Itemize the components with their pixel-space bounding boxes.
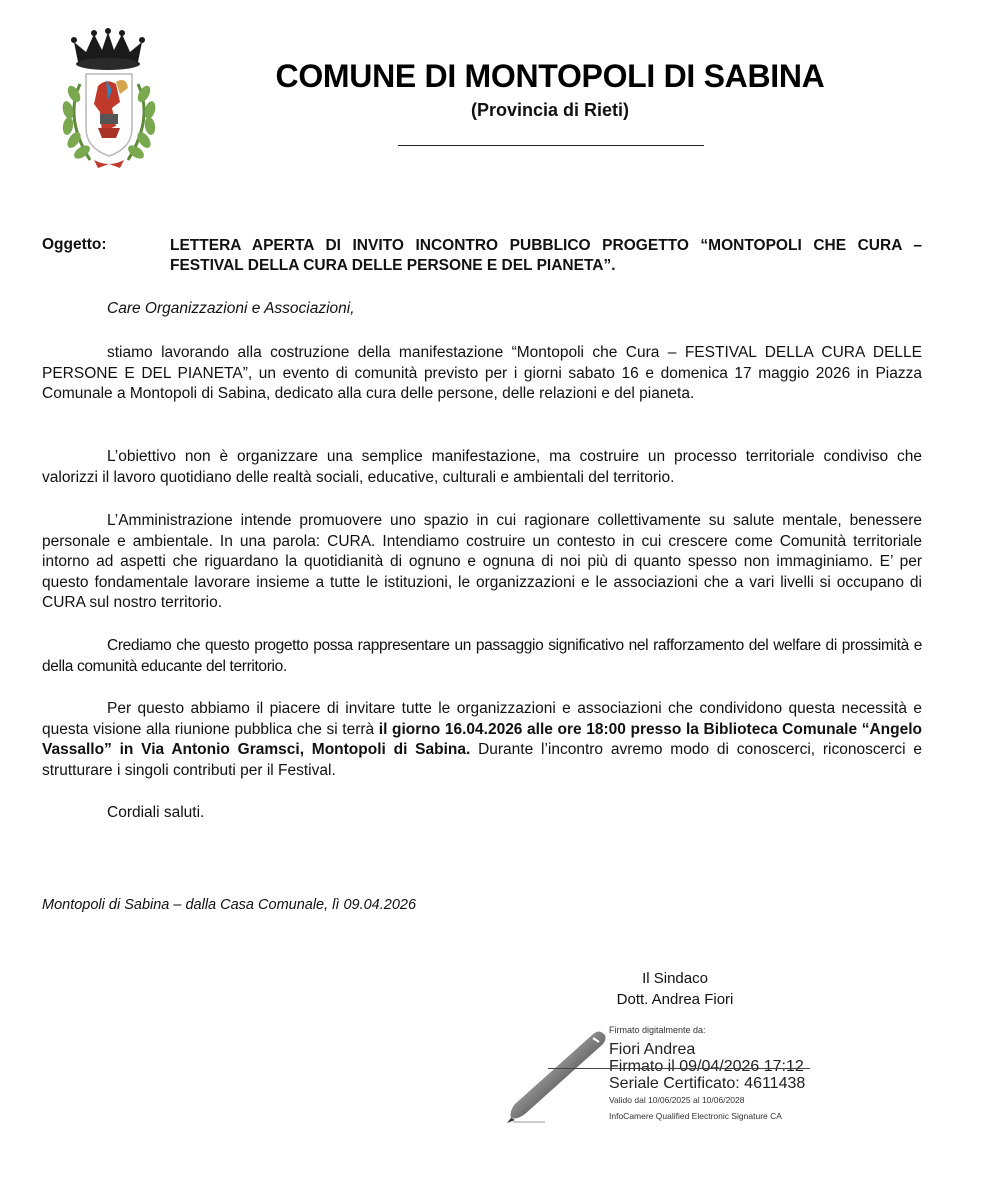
signature-line — [548, 1068, 810, 1069]
place-date: Montopoli di Sabina – dalla Casa Comunale, lì 09.04.2026 — [42, 897, 417, 913]
signature-date: Firmato il 09/04/2026 17:12 — [609, 1058, 804, 1075]
header-divider — [398, 145, 704, 146]
paragraph-5 — [42, 699, 922, 781]
subject-text: LETTERA APERTA DI INVITO INCONTRO PUBBLICO PROGETTO “MONTOPOLI CHE CURA – FESTIVAL DELLA CURA DELLE PERSONE E DEL PIANETA”. — [170, 237, 922, 274]
certificate-authority: InfoCamere Qualified Electronic Signature CA — [609, 1111, 782, 1121]
paragraph-5-end: Durante l’incontro avremo modo di conoscerci, riconoscerci e strutturare i singoli contributi per il Festival. — [42, 741, 922, 779]
subject-label: Oggetto: — [42, 236, 107, 253]
paragraph-4: Crediamo che questo progetto possa rappresentare un passaggio significativo nel rafforzamento del welfare di prossimità e della comunità educante del territorio. — [42, 637, 922, 675]
signature-name: Fiori Andrea — [609, 1041, 696, 1058]
signature-label: Firmato digitalmente da: — [609, 1025, 706, 1035]
page-title: COMUNE DI MONTOPOLI DI SABINA — [275, 58, 825, 94]
page-subtitle: (Provincia di Rieti) — [470, 100, 630, 120]
pen-icon — [505, 1028, 610, 1124]
certificate-serial: Seriale Certificato: 4611438 — [609, 1075, 806, 1092]
closing: Cordiali saluti. — [107, 804, 205, 821]
coat-of-arms-icon — [50, 28, 166, 174]
paragraph-5-start: Per questo abbiamo il piacere di invitare tutte le organizzazioni e associazioni che condividono questa necessità e questa visione alla riunione pubblica che si terrà — [42, 700, 922, 738]
signer-name: Dott. Andrea Fiori — [616, 991, 734, 1008]
signer-role: Il Sindaco — [642, 970, 708, 987]
paragraph-2: L’obiettivo non è organizzare una semplice manifestazione, ma costruire un processo territoriale condiviso che valorizzi il lavoro quotidiano delle realtà sociali, educative, culturali e ambientali del territorio. — [42, 448, 922, 486]
certificate-validity: Valido dal 10/06/2025 al 10/06/2028 — [609, 1095, 745, 1105]
paragraph-1: stiamo lavorando alla costruzione della manifestazione “Montopoli che Cura – FESTIVAL DELLA CURA DELLE PERSONE E DEL PIANETA”, un evento di comunità previsto per i giorni sabato 16 e domenica 17 maggio 2026 in Piazza Comunale a Montopoli di Sabina, dedicato alla cura delle persone, delle relazioni e del pianeta. — [42, 344, 922, 402]
greeting: Care Organizzazioni e Associazioni, — [107, 300, 355, 317]
signer-block — [560, 968, 790, 1010]
meeting-details: il giorno 16.04.2026 alle ore 18:00 presso la Biblioteca Comunale “Angelo Vassallo” in Via Antonio Gramsci, Montopoli di Sabina. — [42, 720, 923, 758]
paragraph-3: L’Amministrazione intende promuovere uno spazio in cui ragionare collettivamente su salute mentale, benessere personale e ambientale. In una parola: CURA. Intendiamo costruire un contesto in cui crescere come Comunità territoriale intorno ad aspetti che riguardano la quotidianità di ognuno e ognuna di noi più di quanto spesso non immaginiamo. E’ per questo fondamentale lavorare insieme a tutte le istituzioni, le organizzazioni e le associazioni che a vari livelli si occupano di CURA sul nostro territorio. — [42, 512, 922, 611]
